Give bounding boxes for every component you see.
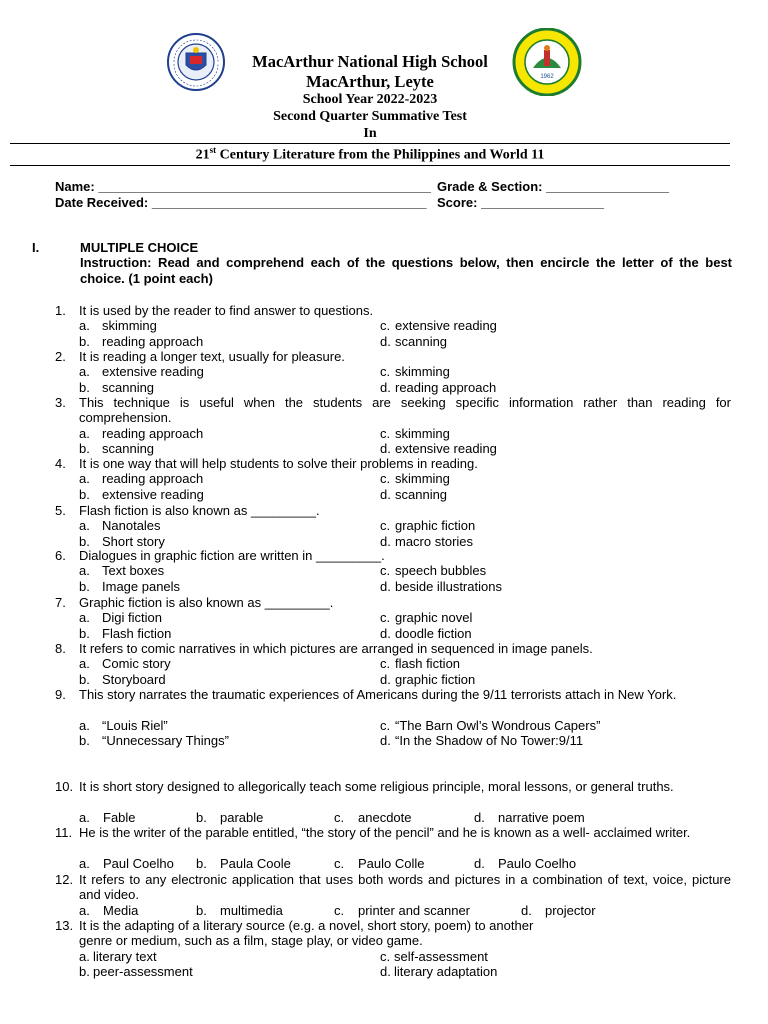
option-text: extensive reading <box>395 440 497 456</box>
option-text: macro stories <box>395 533 474 549</box>
question-stem: It is the adapting of a literary source (e.g. a novel, short story, poem) to another <box>79 918 534 933</box>
subject-rest: Century Literature from the Philippines and World 11 <box>216 147 545 163</box>
option-text: projector <box>545 902 596 918</box>
answer-option-b[interactable] <box>196 810 263 825</box>
option-text: scanning <box>102 379 155 395</box>
option-letter: a. <box>79 471 90 487</box>
option-letter: c. <box>334 902 345 918</box>
option-letter: d. <box>380 963 391 979</box>
answer-option-c[interactable] <box>380 518 475 533</box>
option-text: Paula Coole <box>220 855 291 871</box>
option-letter: a. <box>79 318 90 334</box>
option-text: scanning <box>102 440 155 456</box>
answer-option-a[interactable] <box>79 518 161 533</box>
option-text: extensive reading <box>395 318 497 334</box>
option-text: printer and scanner <box>358 902 471 918</box>
question-number: 13. <box>55 918 74 933</box>
school-name: MacArthur National High School <box>252 52 488 71</box>
answer-option-b[interactable] <box>79 487 204 502</box>
option-letter: a. <box>79 610 90 626</box>
option-letter: b. <box>79 379 90 395</box>
option-text: parable <box>220 809 264 825</box>
answer-option-b[interactable] <box>79 964 193 979</box>
date-received-field[interactable]: Date Received: ______________________________________ <box>55 195 427 210</box>
question-number: 12. <box>55 872 74 887</box>
answer-option-b[interactable] <box>79 534 165 549</box>
option-letter: b. <box>79 963 90 979</box>
option-text: Image panels <box>102 578 181 594</box>
option-text: reading approach <box>102 333 204 349</box>
subject-prefix: 21 <box>195 147 210 163</box>
answer-option-b[interactable] <box>79 733 229 748</box>
option-text: Paulo Coelho <box>498 855 577 871</box>
answer-option-d[interactable] <box>380 964 497 979</box>
option-text: self-assessment <box>394 948 488 964</box>
option-letter: b. <box>196 809 207 825</box>
question-number: 5. <box>55 503 66 518</box>
question-stem: This technique is useful when the students are seeking specific information rather than reading for comprehension. <box>79 395 731 425</box>
answer-option-c[interactable] <box>380 318 497 333</box>
question-stem: He is the writer of the parable entitled, “the story of the pencil” and he is known as a well- acclaimed writer. <box>79 825 691 840</box>
answer-option-a[interactable] <box>79 364 204 379</box>
option-text: “The Barn Owl’s Wondrous Capers” <box>395 717 601 733</box>
answer-option-b[interactable] <box>79 626 171 641</box>
option-text: anecdote <box>358 809 412 825</box>
option-text: Digi fiction <box>102 610 162 626</box>
subject-superscript: st <box>209 145 217 155</box>
name-field[interactable]: Name: ______________________________________________ <box>55 179 431 194</box>
option-text: reading approach <box>102 471 204 487</box>
option-text: speech bubbles <box>395 563 487 579</box>
option-letter: b. <box>79 578 90 594</box>
option-letter: c. <box>380 471 391 487</box>
option-text: Text boxes <box>102 563 165 579</box>
option-text: Flash fiction <box>102 625 172 641</box>
test-title: Second Quarter Summative Test <box>273 109 467 124</box>
option-letter: a. <box>79 948 90 964</box>
answer-option-c[interactable] <box>380 364 450 379</box>
answer-option-d[interactable] <box>380 441 497 456</box>
answer-option-b[interactable] <box>196 856 291 871</box>
question-stem: It is one way that will help students to solve their problems in reading. <box>79 456 478 471</box>
option-text: extensive reading <box>102 486 204 502</box>
question-number: 4. <box>55 456 66 471</box>
question-number: 10. <box>55 779 74 794</box>
section-title: MULTIPLE CHOICE <box>80 240 199 255</box>
option-letter: c. <box>380 948 391 964</box>
answer-option-c[interactable] <box>334 810 412 825</box>
option-letter: a. <box>79 809 90 825</box>
answer-option-c[interactable] <box>380 656 460 671</box>
answer-option-c[interactable] <box>334 903 470 918</box>
option-text: extensive reading <box>102 364 204 380</box>
option-letter: c. <box>380 425 391 441</box>
section-numeral: I. <box>32 240 40 255</box>
option-letter: c. <box>334 855 345 871</box>
question-stem: It is used by the reader to find answer to questions. <box>79 303 374 318</box>
answer-option-c[interactable] <box>334 856 425 871</box>
option-text: scanning <box>395 333 448 349</box>
answer-option-c[interactable] <box>380 471 450 486</box>
answer-option-a[interactable] <box>79 426 203 441</box>
answer-option-b[interactable] <box>196 903 283 918</box>
option-text: skimming <box>395 425 450 441</box>
answer-option-b[interactable] <box>79 672 166 687</box>
option-letter: d. <box>380 379 391 395</box>
option-text: Short story <box>102 533 165 549</box>
question-number: 6. <box>55 548 66 563</box>
question-stem: It refers to any electronic application that uses both words and pictures in a combination of text, voice, picture and video. <box>79 872 731 902</box>
answer-option-a[interactable] <box>79 610 162 625</box>
answer-option-a[interactable] <box>79 656 171 671</box>
option-letter: b. <box>196 855 207 871</box>
option-letter: b. <box>79 333 90 349</box>
answer-option-d[interactable] <box>380 487 447 502</box>
question-stem: It refers to comic narratives in which pictures are arranged in sequenced in image panels. <box>79 641 593 656</box>
option-text: literary adaptation <box>394 963 498 979</box>
question-stem: Dialogues in graphic fiction are written in _________. <box>79 548 385 563</box>
answer-option-c[interactable] <box>380 718 600 733</box>
question-stem: It is reading a longer text, usually for pleasure. <box>79 349 345 364</box>
question-number: 2. <box>55 349 66 364</box>
answer-option-d[interactable] <box>380 380 496 395</box>
question-number: 7. <box>55 595 66 610</box>
option-letter: d. <box>474 809 485 825</box>
option-letter: a. <box>79 656 90 672</box>
school-location: MacArthur, Leyte <box>306 72 434 91</box>
option-text: Nanotales <box>102 518 161 534</box>
question-stem: It is short story designed to allegorically teach some religious principle, moral lessons, or general truths. <box>79 779 674 794</box>
option-text: Paulo Colle <box>358 855 425 871</box>
option-letter: d. <box>380 533 391 549</box>
option-text: doodle fiction <box>395 625 472 641</box>
option-letter: d. <box>380 486 391 502</box>
score-field[interactable]: Score: _________________ <box>437 195 604 210</box>
option-letter: d. <box>380 671 391 687</box>
option-letter: d. <box>474 855 485 871</box>
school-year: School Year 2022-2023 <box>302 92 438 107</box>
answer-option-a[interactable] <box>79 563 164 578</box>
option-letter: c. <box>380 717 391 733</box>
option-text: Storyboard <box>102 671 166 687</box>
question-number: 11. <box>55 825 73 840</box>
option-text: scanning <box>395 486 448 502</box>
school-seal-year: 1962 <box>540 74 554 80</box>
option-letter: a. <box>79 518 90 534</box>
option-text: Media <box>103 902 139 918</box>
option-letter: c. <box>380 364 391 380</box>
option-letter: a. <box>79 563 90 579</box>
answer-option-c[interactable] <box>380 610 472 625</box>
option-text: “In the Shadow of No Tower:9/11 <box>395 732 584 748</box>
option-letter: c. <box>380 656 391 672</box>
option-letter: b. <box>79 533 90 549</box>
option-letter: b. <box>79 732 90 748</box>
answer-option-c[interactable] <box>380 426 450 441</box>
option-letter: d. <box>380 440 391 456</box>
option-letter: d. <box>521 902 532 918</box>
option-letter: c. <box>334 809 345 825</box>
option-text: “Unnecessary Things” <box>102 732 229 748</box>
option-text: skimming <box>395 471 450 487</box>
question-stem: This story narrates the traumatic experiences of Americans during the 9/11 terrorists attach in New York. <box>79 687 677 702</box>
answer-option-a[interactable] <box>79 471 203 486</box>
option-letter: a. <box>79 425 90 441</box>
option-letter: c. <box>380 563 391 579</box>
question-stem: Graphic fiction is also known as _________. <box>79 595 334 610</box>
question-number: 9. <box>55 687 66 702</box>
option-text: “Louis Riel” <box>102 717 168 733</box>
option-text: literary text <box>93 948 157 964</box>
answer-option-d[interactable] <box>380 334 447 349</box>
answer-option-d[interactable] <box>521 903 596 918</box>
answer-option-d[interactable] <box>380 626 472 641</box>
answer-option-b[interactable] <box>79 441 154 456</box>
option-text: beside illustrations <box>395 578 502 594</box>
answer-option-d[interactable] <box>380 672 475 687</box>
answer-option-d[interactable] <box>380 733 583 748</box>
option-letter: b. <box>79 625 90 641</box>
option-letter: c. <box>380 318 391 334</box>
answer-option-c[interactable] <box>380 563 486 578</box>
question-number: 8. <box>55 641 66 656</box>
answer-option-d[interactable] <box>380 534 473 549</box>
option-letter: a. <box>79 855 90 871</box>
grade-section-field[interactable]: Grade & Section: _________________ <box>437 179 669 194</box>
option-letter: a. <box>79 717 90 733</box>
option-letter: a. <box>79 364 90 380</box>
option-text: graphic novel <box>395 610 473 626</box>
option-text: Comic story <box>102 656 171 672</box>
option-text: flash fiction <box>395 656 461 672</box>
option-text: skimming <box>102 318 157 334</box>
option-letter: d. <box>380 732 391 748</box>
answer-option-b[interactable] <box>79 579 180 594</box>
option-text: Paul Coelho <box>103 855 174 871</box>
option-letter: d. <box>380 625 391 641</box>
option-letter: c. <box>380 518 391 534</box>
option-text: graphic fiction <box>395 518 476 534</box>
option-letter: b. <box>196 902 207 918</box>
answer-option-c[interactable] <box>380 949 488 964</box>
option-letter: d. <box>380 578 391 594</box>
answer-option-a[interactable] <box>79 718 168 733</box>
answer-option-a[interactable] <box>79 318 157 333</box>
question-stem: Flash fiction is also known as _________. <box>79 503 320 518</box>
answer-option-b[interactable] <box>79 380 154 395</box>
option-letter: b. <box>79 486 90 502</box>
question-stem: genre or medium, such as a film, stage play, or video game. <box>79 933 423 949</box>
answer-option-d[interactable] <box>474 810 585 825</box>
answer-option-d[interactable] <box>474 856 576 871</box>
option-text: graphic fiction <box>395 671 476 687</box>
option-text: multimedia <box>220 902 283 918</box>
option-letter: a. <box>79 902 90 918</box>
answer-option-a[interactable] <box>79 856 174 871</box>
option-letter: b. <box>79 671 90 687</box>
question-number: 3. <box>55 395 66 410</box>
option-letter: b. <box>79 440 90 456</box>
answer-option-a[interactable] <box>79 949 157 964</box>
option-text: reading approach <box>102 425 204 441</box>
option-text: narrative poem <box>498 809 585 825</box>
answer-option-a[interactable] <box>79 810 136 825</box>
test-in-label: In <box>363 126 377 141</box>
option-text: reading approach <box>395 379 497 395</box>
option-letter: d. <box>380 333 391 349</box>
option-text: peer-assessment <box>93 963 193 979</box>
option-text: skimming <box>395 364 450 380</box>
question-number: 1. <box>55 303 66 318</box>
option-letter: c. <box>380 610 391 626</box>
answer-option-a[interactable] <box>79 903 138 918</box>
instruction-text: Instruction: Read and comprehend each of the questions below, then encircle the letter of the best choice. (1 point each) <box>80 255 732 286</box>
answer-option-b[interactable] <box>79 334 203 349</box>
option-text: Fable <box>103 809 136 825</box>
answer-option-d[interactable] <box>380 579 502 594</box>
